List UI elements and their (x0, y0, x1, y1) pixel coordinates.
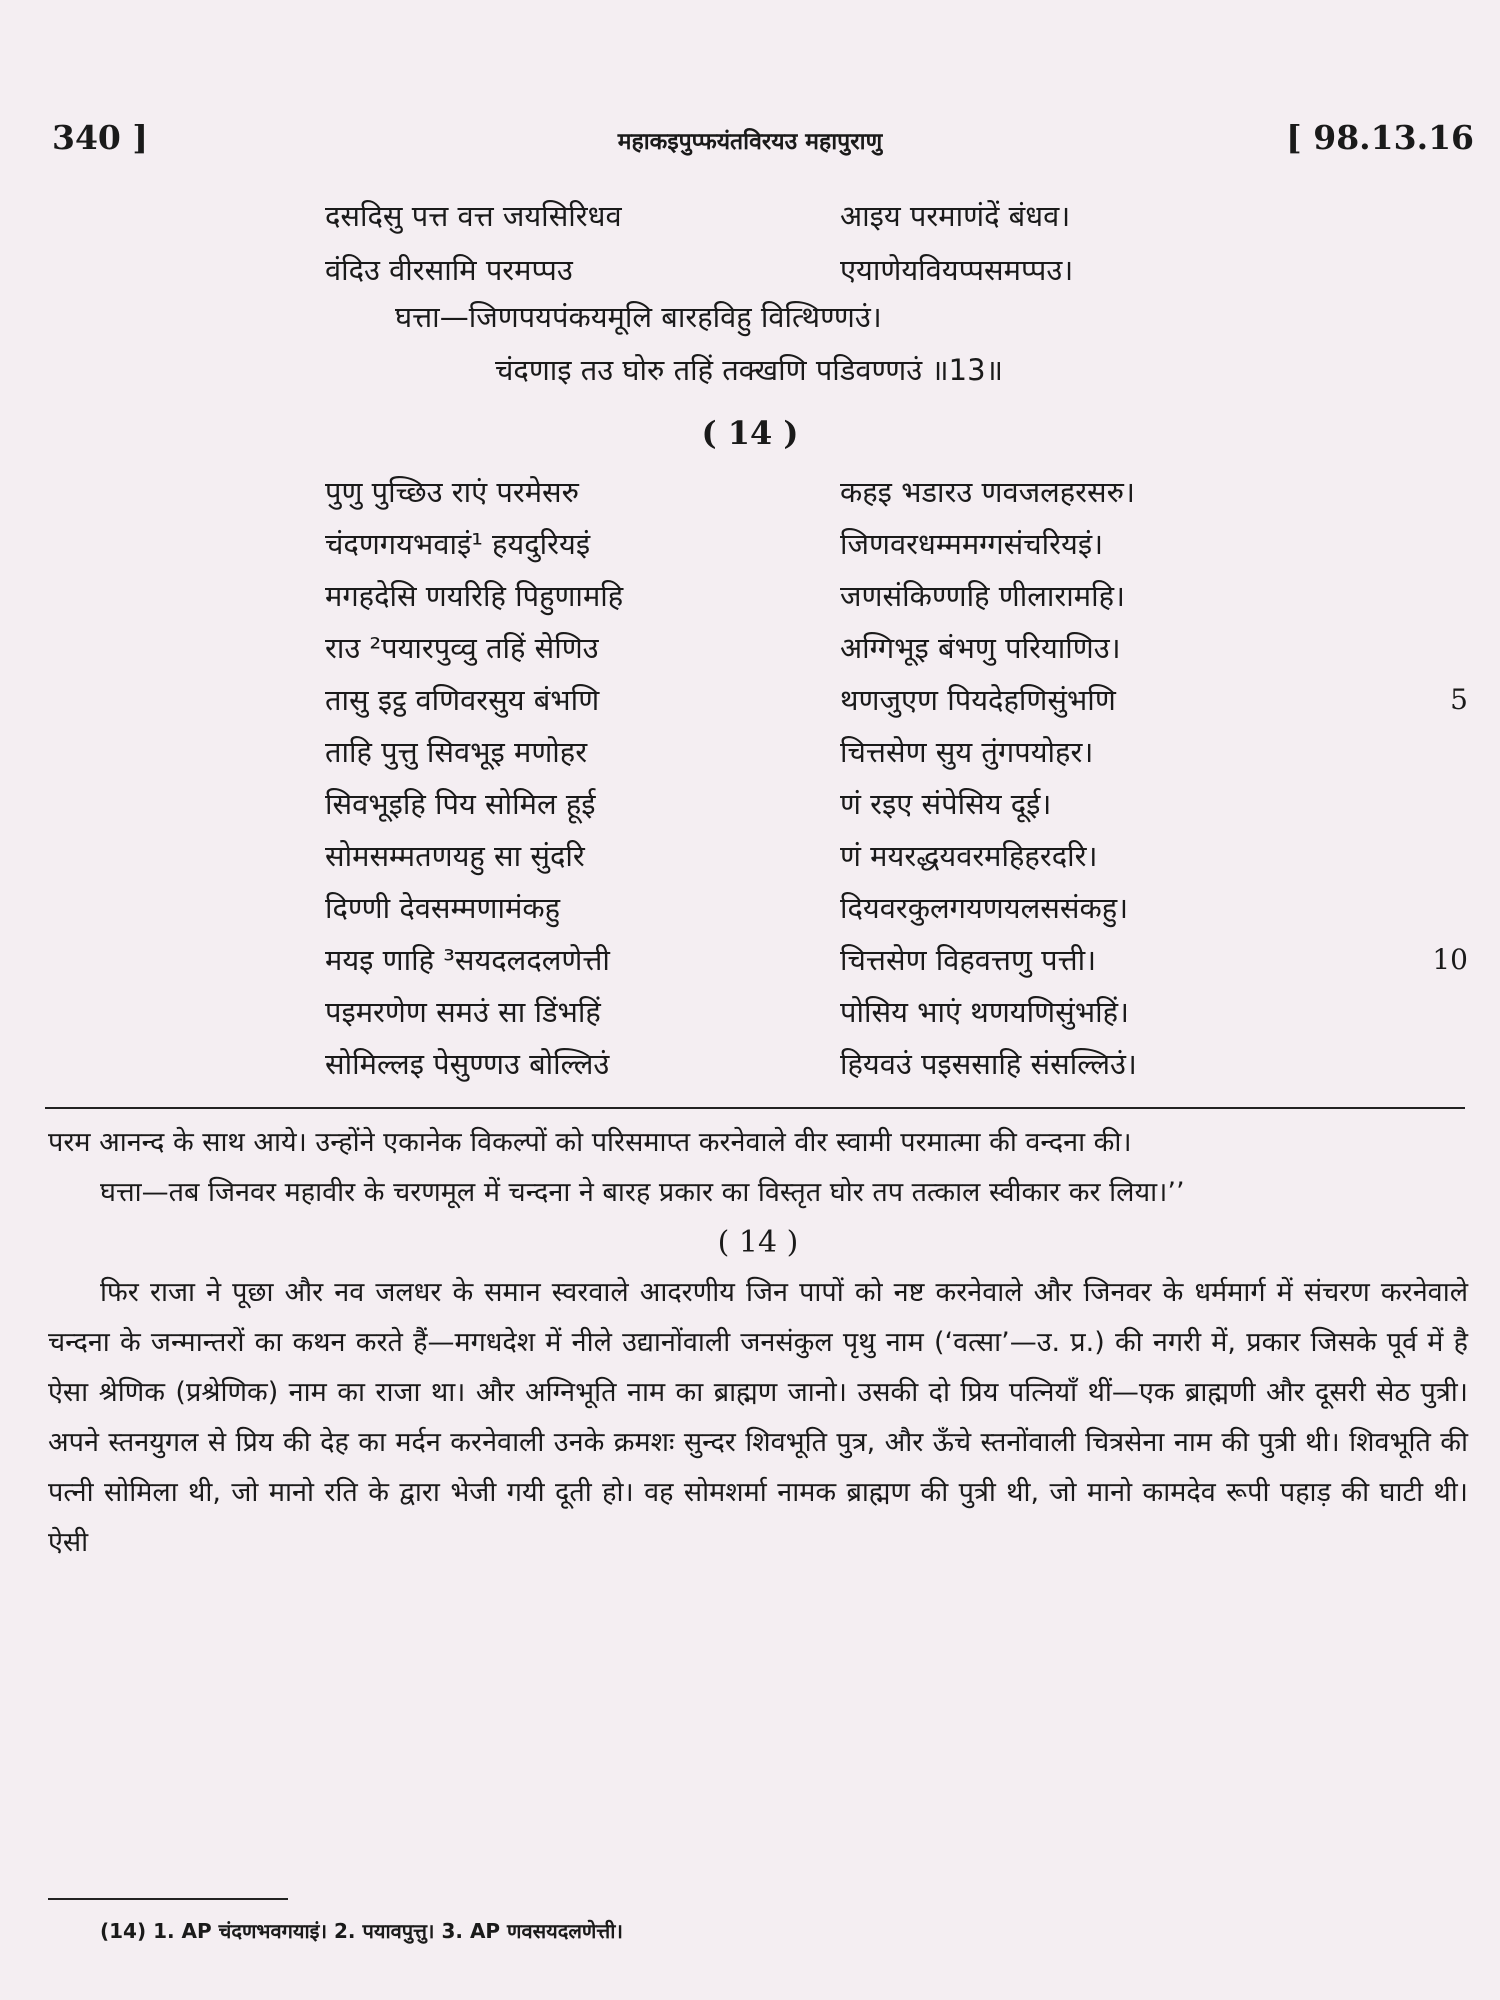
section-reference: [ 98.13.16 (1286, 118, 1474, 157)
verse-left: पइमरणेण समउं सा डिंभहिं (325, 995, 601, 1029)
translation-paragraph: परम आनन्द के साथ आये। उन्होंने एकानेक विकल्पों को परिसमाप्त करनेवाले वीर स्वामी परमात्मा की वन्दना की। (48, 1127, 1132, 1158)
section-heading: ( 14 ) (701, 414, 799, 452)
verse-right: दियवरकुलगयणयलससंकहु। (840, 891, 1129, 925)
verse-left: दसदिसु पत्त वत्त जयसिरिधव (325, 199, 622, 233)
section-divider (45, 1107, 1465, 1109)
translation (48, 1118, 1468, 1568)
verse-line (0, 1044, 1500, 1096)
verse-line (0, 680, 1500, 732)
verse-line (0, 732, 1500, 784)
verse-line (0, 524, 1500, 576)
verse-right: आइय परमाणंदें बंधव। (840, 199, 1071, 233)
verse-left: सोमसम्मतणयहु सा सुंदरि (325, 839, 585, 873)
verse-left: ताहि पुत्तु सिवभूइ मणोहर (325, 735, 588, 769)
translation-ghatta: घत्ता—तब जिनवर महावीर के चरणमूल में चन्दना ने बारह प्रकार का विस्तृत घोर तप तत्काल स्वीकार कर लिया।’’ (100, 1177, 1185, 1208)
line-number: 10 (1432, 943, 1468, 976)
verse-left: चंदणगयभवाइं¹ हयदुरियइं (325, 527, 591, 561)
translation-paragraph: फिर राजा ने पूछा और नव जलधर के समान स्वरवाले आदरणीय जिन पापों को नष्ट करनेवाले और जिनवर के धर्ममार्ग में संचरण करनेवाले चन्दना के जन्मान्तरों का कथन करते हैं—मगधदेश में नीले उद्यानोंवाली जनसंकुल पृथु नाम (‘वत्सा’—उ. प्र.) की नगरी में, प्रकार जिसके पूर्व में है ऐसा श्रेणिक (प्रश्रेणिक) नाम का राजा था। और अग्निभूति नाम का ब्राह्मण जानो। उसकी दो प्रिय पत्नियाँ थीं—एक ब्राह्मणी और दूसरी सेठ पुत्री। अपने स्तनयुगल से प्रिय की देह का मर्दन करनेवाली उनके क्रमशः सुन्दर शिवभूति पुत्र, और ऊँचे स्तनोंवाली चित्रसेना नाम की पुत्री थी। शिवभूति की पत्नी सोमिला थी, जो मानो रति के द्वारा भेजी गयी दूती हो। वह सोमशर्मा नामक ब्राह्मण की पुत्री थी, जो मानो कामदेव रूपी पहाड़ की घाटी थी। ऐसी (48, 1277, 1468, 1558)
verse-left: मगहदेसि णयरिहि पिहुणामहि (325, 579, 624, 613)
verse-line (0, 784, 1500, 836)
ghatta-line-2: चंदणाइ तउ घोरु तहिं तक्खणि पडिवण्णउं ॥13॥ (495, 353, 1003, 387)
verse-line (0, 576, 1500, 628)
line-number: 5 (1450, 683, 1468, 716)
verse-left: मयइ णाहि ³सयदलदलणेत्ती (325, 943, 610, 977)
verse-line (0, 472, 1500, 524)
verse-left: पुणु पुच्छिउ राएं परमेसरु (325, 475, 580, 509)
verse-left: वंदिउ वीरसामि परमप्पउ (325, 253, 573, 287)
verse-right: णं मयरद्धयवरमहिहरदरि। (840, 839, 1098, 873)
verse-right: एयाणेयवियप्पसमप्पउ। (840, 253, 1074, 287)
verse-line (0, 992, 1500, 1044)
verse-line (0, 250, 1500, 304)
verse-line (0, 836, 1500, 888)
verse-left: राउ ²पयारपुव्वु तहिं सेणिउ (325, 631, 599, 665)
running-title: महाकइपुप्फयंतविरयउ महापुराणु (617, 129, 883, 155)
verse-right: कहइ भडारउ णवजलहरसरु। (840, 475, 1135, 509)
verse-left: सिवभूइहि पिय सोमिल हूई (325, 787, 596, 821)
verse-right: अग्गिभूइ बंभणु परियाणिउ। (840, 631, 1121, 665)
verse-left: दिण्णी देवसम्मणामंकहु (325, 891, 561, 925)
verse-line (0, 940, 1500, 992)
verse-right: हियवउं पइससाहि संसल्लिउं। (840, 1047, 1137, 1081)
verse-left: सोमिल्लइ पेसुण्णउ बोल्लिउं (325, 1047, 610, 1081)
verse-right: चित्तसेण सुय तुंगपयोहर। (840, 735, 1094, 769)
verse-right: थणजुएण पियदेहणिसुंभणि (840, 683, 1116, 717)
verse-right: पोसिय भाएं थणयणिसुंभहिं। (840, 995, 1129, 1029)
verse-line (0, 628, 1500, 680)
verse-line (0, 196, 1500, 250)
verse-line (0, 888, 1500, 940)
verse-right: चित्तसेण विहवत्तणु पत्ती। (840, 943, 1097, 977)
verse-right: जणसंकिण्णहि णीलारामहि। (840, 579, 1126, 613)
verse-left: तासु इट्ठ वणिवरसुय बंभणि (325, 683, 600, 717)
verse-right: जिणवरधम्ममग्गसंचरियइं। (840, 527, 1104, 561)
verse-right: णं रइए संपेसिय दूई। (840, 787, 1052, 821)
footnote: (14) 1. AP चंदणभवगयाइं। 2. पयावपुत्तु। 3. AP णवसयदलणेत्ती। (100, 1919, 623, 1943)
ghatta-line-1: घत्ता—जिणपयपंकयमूलि बारहविहु वित्थिण्णउं। (395, 300, 882, 334)
page-number: 340 ] (52, 118, 148, 157)
footnote-divider (48, 1898, 288, 1900)
translation-heading: ( 14 ) (717, 1225, 799, 1260)
